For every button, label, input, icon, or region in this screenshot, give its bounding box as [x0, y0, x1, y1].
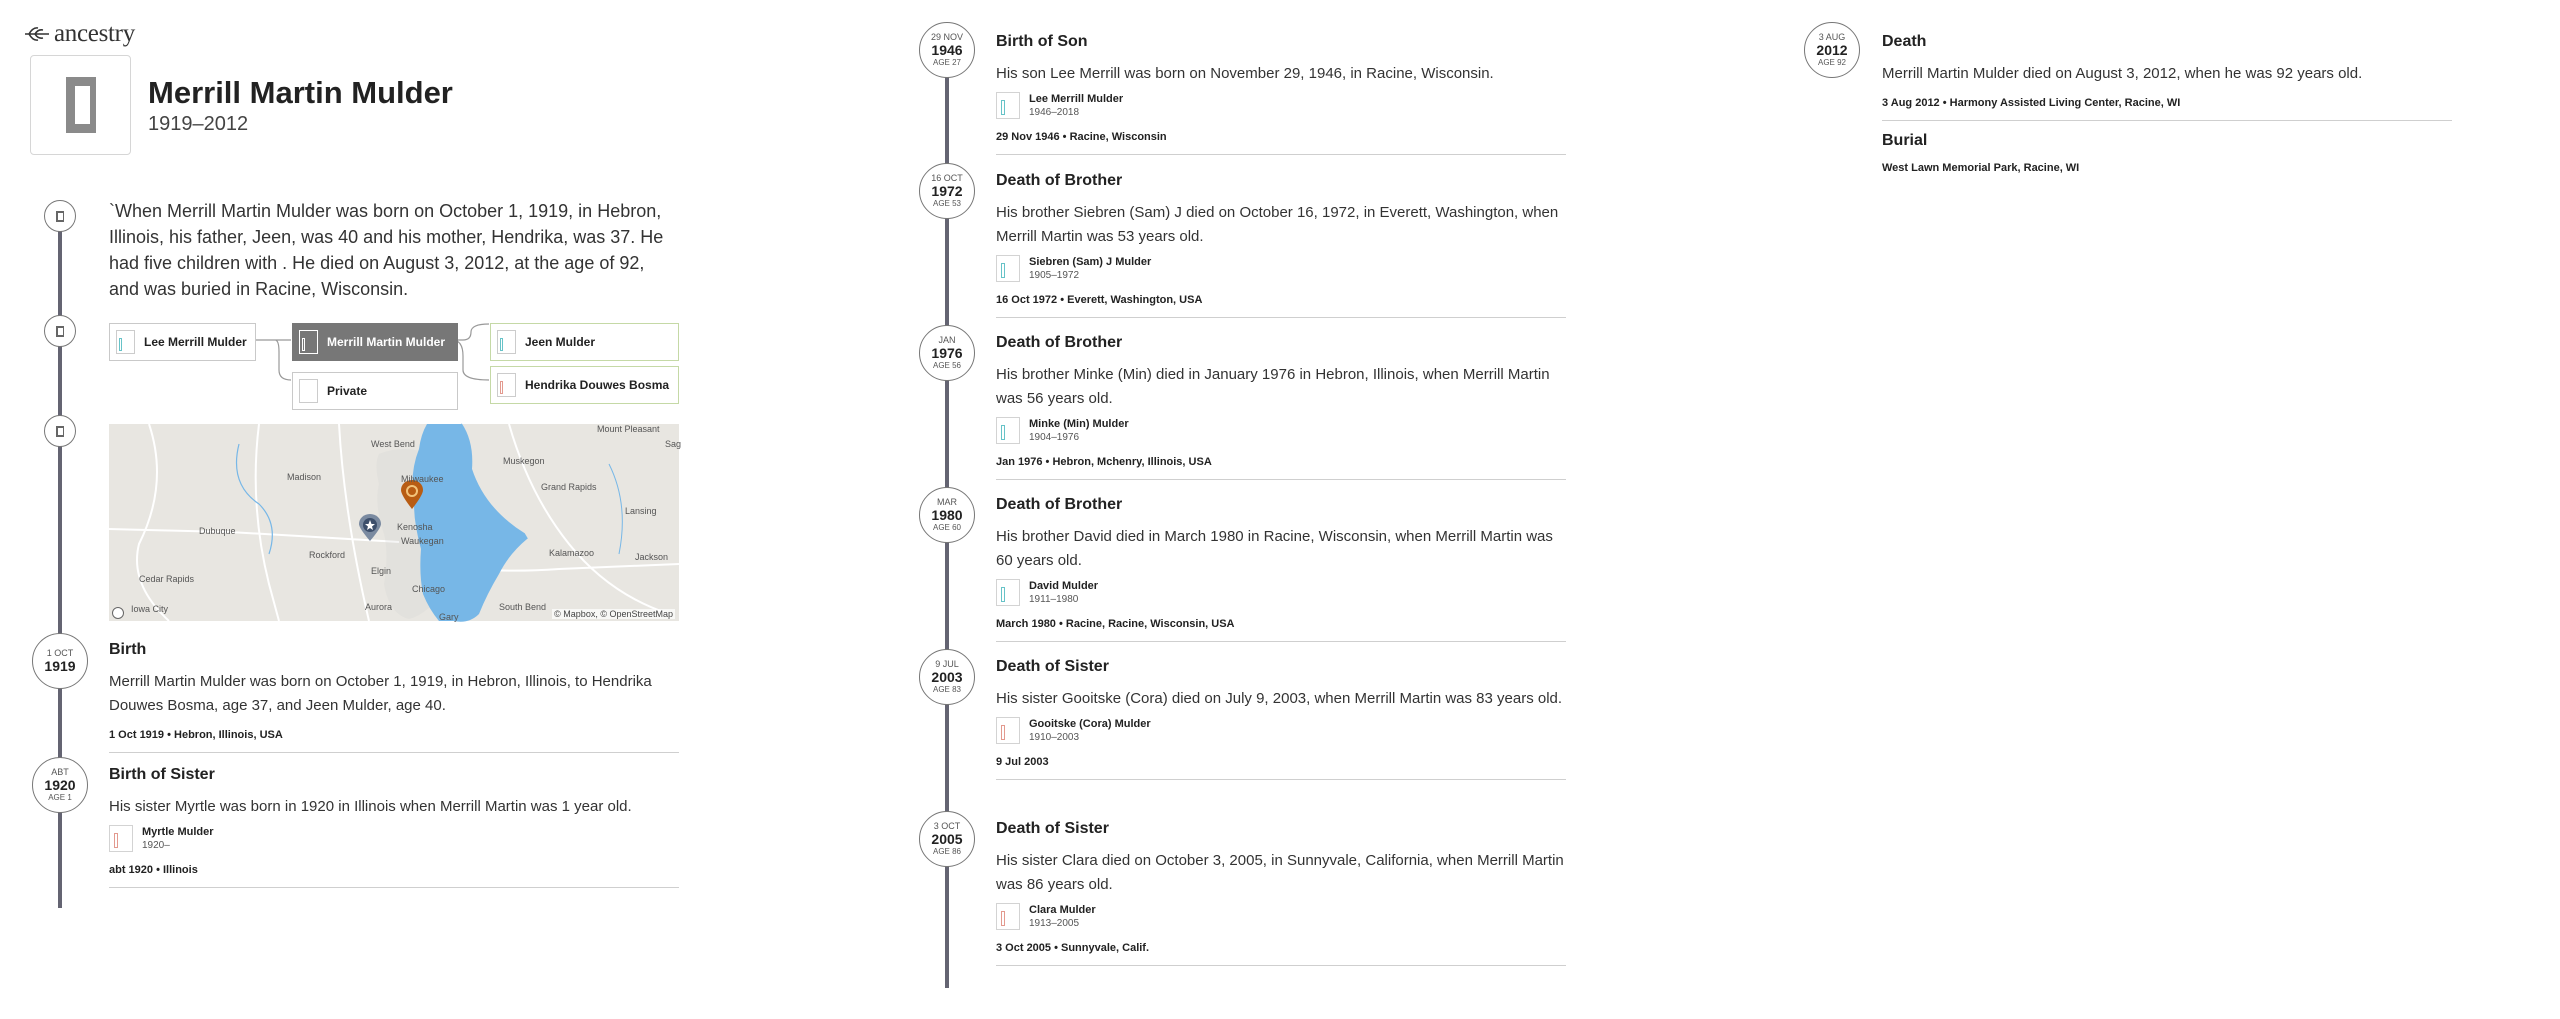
- family-mother-name: Hendrika Douwes Bosma: [525, 378, 670, 392]
- event-marker: JAN 1976 AGE 56: [919, 325, 975, 381]
- female-avatar-icon: [109, 825, 133, 852]
- event-death: [1882, 32, 2452, 175]
- event-date-place: 29 Nov 1946 • Racine, Wisconsin: [996, 131, 1167, 143]
- divider: [996, 479, 1566, 480]
- family-child-name: Lee Merrill Mulder: [144, 335, 247, 349]
- related-person[interactable]: [996, 417, 1566, 445]
- event-title: Death of Brother: [996, 334, 1123, 351]
- event-description: Merrill Martin Mulder was born on October 1, 1919, in Hebron, Illinois, to Hendrika Douwes Bosma, age 37, and Jeen Mulder, age 40.: [109, 673, 652, 714]
- female-avatar-icon: [996, 903, 1020, 930]
- map-label: Cedar Rapids: [139, 574, 195, 584]
- map-label: Kenosha: [397, 522, 433, 532]
- avatar[interactable]: [30, 55, 131, 155]
- family-card-spouse[interactable]: [292, 372, 458, 410]
- event-birth-of-son: [996, 32, 1566, 155]
- related-person-name: David Mulder: [1029, 580, 1099, 592]
- event-death-of-brother: [996, 333, 1566, 480]
- male-avatar-icon: [299, 330, 318, 354]
- event-description: His brother Minke (Min) died in January 1976 in Hebron, Illinois, when Merrill Martin was 56 years old.: [996, 366, 1550, 407]
- related-person[interactable]: [996, 903, 1566, 931]
- family-card-father[interactable]: [490, 323, 679, 361]
- event-marker: 16 OCT 1972 AGE 53: [919, 163, 975, 219]
- divider: [996, 154, 1566, 155]
- map-label: Muskegon: [503, 456, 545, 466]
- related-person[interactable]: [109, 825, 679, 853]
- related-person-dates: 1920–: [142, 840, 170, 851]
- event-title: Birth: [109, 641, 147, 658]
- divider: [1882, 120, 2452, 121]
- map-label: Milwaukee: [401, 474, 444, 484]
- divider: [996, 779, 1566, 780]
- event-date-place: 3 Oct 2005 • Sunnyvale, Calif.: [996, 942, 1150, 954]
- map-label: Jackson: [635, 552, 669, 562]
- ancestry-logo[interactable]: [24, 20, 135, 48]
- family-marker-icon: [44, 315, 76, 347]
- event-title: Death of Brother: [996, 172, 1123, 189]
- female-avatar-icon: [996, 717, 1020, 744]
- related-person-dates: 1904–1976: [1029, 432, 1080, 443]
- event-death-of-sister: [996, 657, 1566, 780]
- related-person-name: Clara Mulder: [1029, 904, 1096, 916]
- related-person[interactable]: [996, 579, 1566, 607]
- event-marker: 1 OCT 1919: [32, 633, 88, 689]
- map-label: Sag: [665, 439, 682, 449]
- male-avatar-icon: [116, 330, 135, 354]
- brand-name: ancestry: [54, 20, 135, 47]
- event-birth: [109, 640, 679, 753]
- leaf-icon: [24, 25, 50, 43]
- event-description: Merrill Martin Mulder died on August 3, 2012, when he was 92 years old.: [1882, 65, 2363, 82]
- related-person[interactable]: [996, 255, 1566, 283]
- map-label: Dubuque: [199, 526, 236, 536]
- page-title: Merrill Martin Mulder: [148, 74, 453, 110]
- map-label: Chicago: [412, 584, 446, 594]
- person-header: [30, 55, 453, 155]
- birth-location-pin-icon[interactable]: [359, 514, 381, 542]
- event-date-place: abt 1920 • Illinois: [109, 864, 198, 876]
- event-title: Death of Sister: [996, 658, 1109, 675]
- related-person[interactable]: [996, 717, 1566, 745]
- male-avatar-icon: [996, 255, 1020, 282]
- divider: [996, 641, 1566, 642]
- map-label: Madison: [287, 472, 322, 482]
- related-person-name: Myrtle Mulder: [142, 826, 214, 838]
- event-date-place: Jan 1976 • Hebron, Mchenry, Illinois, USA: [996, 456, 1212, 468]
- event-title: Death of Brother: [996, 496, 1123, 513]
- related-person-dates: 1946–2018: [1029, 107, 1080, 118]
- related-person-dates: 1913–2005: [1029, 918, 1080, 929]
- map[interactable]: [109, 424, 682, 622]
- related-person-dates: 1910–2003: [1029, 732, 1080, 743]
- event-date-place: 16 Oct 1972 • Everett, Washington, USA: [996, 294, 1203, 306]
- map-label: Rockford: [309, 550, 346, 560]
- event-birth-of-sister: [109, 765, 679, 888]
- event-date-place: March 1980 • Racine, Racine, Wisconsin, USA: [996, 618, 1235, 630]
- related-person-name: Minke (Min) Mulder: [1029, 418, 1129, 430]
- life-story: `When Merrill Martin Mulder was born on October 1, 1919, in Hebron, Illinois, his father, Jeen, was 40 and his mother, Hendrika, was 37. He had five children with . He died on August 3, 2012, at the age of 92, and was buried in Racine, Wisconsin.: [109, 201, 664, 299]
- related-person-dates: 1911–1980: [1029, 594, 1079, 605]
- event-marker: ABT 1920 AGE 1: [32, 757, 88, 813]
- map-label: Waukegan: [401, 536, 444, 546]
- family-father-name: Jeen Mulder: [525, 335, 596, 349]
- story-marker-icon: [44, 200, 76, 232]
- event-title: Death: [1882, 33, 1927, 50]
- event-title: Birth of Son: [996, 33, 1088, 50]
- event-marker: 3 AUG 2012 AGE 92: [1804, 22, 1860, 78]
- event-description: His brother David died in March 1980 in Racine, Wisconsin, when Merrill Martin was 60 years old.: [996, 528, 1553, 569]
- family-card-mother[interactable]: [490, 366, 679, 404]
- event-marker: MAR 1980 AGE 60: [919, 487, 975, 543]
- related-person-name: Siebren (Sam) J Mulder: [1029, 256, 1152, 268]
- map-graphic: [109, 424, 682, 621]
- burial-place: West Lawn Memorial Park, Racine, WI: [1882, 162, 2080, 174]
- event-title: Death of Sister: [996, 820, 1109, 837]
- related-person-dates: 1905–1972: [1029, 270, 1080, 281]
- map-label: Mount Pleasant: [597, 424, 660, 434]
- map-label: Kalamazoo: [549, 548, 595, 558]
- map-marker-icon: [44, 415, 76, 447]
- family-diagram: [109, 322, 679, 406]
- event-description: His sister Clara died on October 3, 2005, in Sunnyvale, California, when Merrill Martin was 86 years old.: [996, 852, 1564, 893]
- residence-location-pin-icon[interactable]: [401, 480, 423, 510]
- event-marker: 3 OCT 2005 AGE 86: [919, 811, 975, 867]
- event-marker: 9 JUL 2003 AGE 83: [919, 649, 975, 705]
- male-avatar-icon: [497, 330, 516, 354]
- event-death-of-brother: [996, 171, 1566, 318]
- event-title: Birth of Sister: [109, 766, 215, 783]
- female-avatar-icon: [497, 373, 516, 397]
- divider: [109, 887, 679, 888]
- divider: [996, 965, 1566, 966]
- map-label: West Bend: [371, 439, 415, 449]
- person-silhouette-icon: [66, 77, 96, 133]
- event-date-place: 1 Oct 1919 • Hebron, Illinois, USA: [109, 729, 283, 741]
- male-avatar-icon: [996, 417, 1020, 444]
- map-label: Grand Rapids: [541, 482, 597, 492]
- burial-title: Burial: [1882, 132, 1928, 149]
- map-attribution[interactable]: © Mapbox, © OpenStreetMap: [554, 609, 673, 619]
- event-death-of-sister: [996, 819, 1566, 966]
- family-spouse-name: Private: [327, 384, 368, 398]
- event-date-place: 9 Jul 2003: [996, 756, 1049, 768]
- divider: [996, 317, 1566, 318]
- related-person-name: Gooitske (Cora) Mulder: [1029, 718, 1151, 730]
- map-label: Aurora: [365, 602, 393, 612]
- related-person[interactable]: [996, 92, 1566, 120]
- map-label: Gary: [439, 612, 459, 622]
- family-card-child[interactable]: [109, 323, 256, 361]
- event-description: His sister Myrtle was born in 1920 in Illinois when Merrill Martin was 1 year old.: [109, 798, 632, 815]
- lifespan: 1919–2012: [148, 112, 249, 135]
- family-card-self[interactable]: [292, 323, 458, 361]
- event-description: His brother Siebren (Sam) J died on October 16, 1972, in Everett, Washington, when Merrill Martin was 53 years old.: [996, 204, 1559, 245]
- avatar-placeholder-icon: [299, 379, 318, 403]
- male-avatar-icon: [996, 92, 1020, 119]
- event-description: His sister Gooitske (Cora) died on July 9, 2003, when Merrill Martin was 83 years old.: [996, 690, 1563, 707]
- male-avatar-icon: [996, 579, 1020, 606]
- mapbox-logo-icon: [112, 607, 124, 619]
- related-person-name: Lee Merrill Mulder: [1029, 93, 1124, 105]
- event-date-place: 3 Aug 2012 • Harmony Assisted Living Center, Racine, WI: [1882, 97, 2181, 109]
- event-description: His son Lee Merrill was born on November 29, 1946, in Racine, Wisconsin.: [996, 65, 1494, 82]
- map-label: South Bend: [499, 602, 547, 612]
- family-self-name: Merrill Martin Mulder: [327, 335, 446, 349]
- map-label: Lansing: [625, 506, 657, 516]
- map-label: Iowa City: [131, 604, 169, 614]
- event-marker: 29 NOV 1946 AGE 27: [919, 22, 975, 78]
- event-death-of-brother: [996, 495, 1566, 642]
- map-label: Elgin: [371, 566, 392, 576]
- divider: [109, 752, 679, 753]
